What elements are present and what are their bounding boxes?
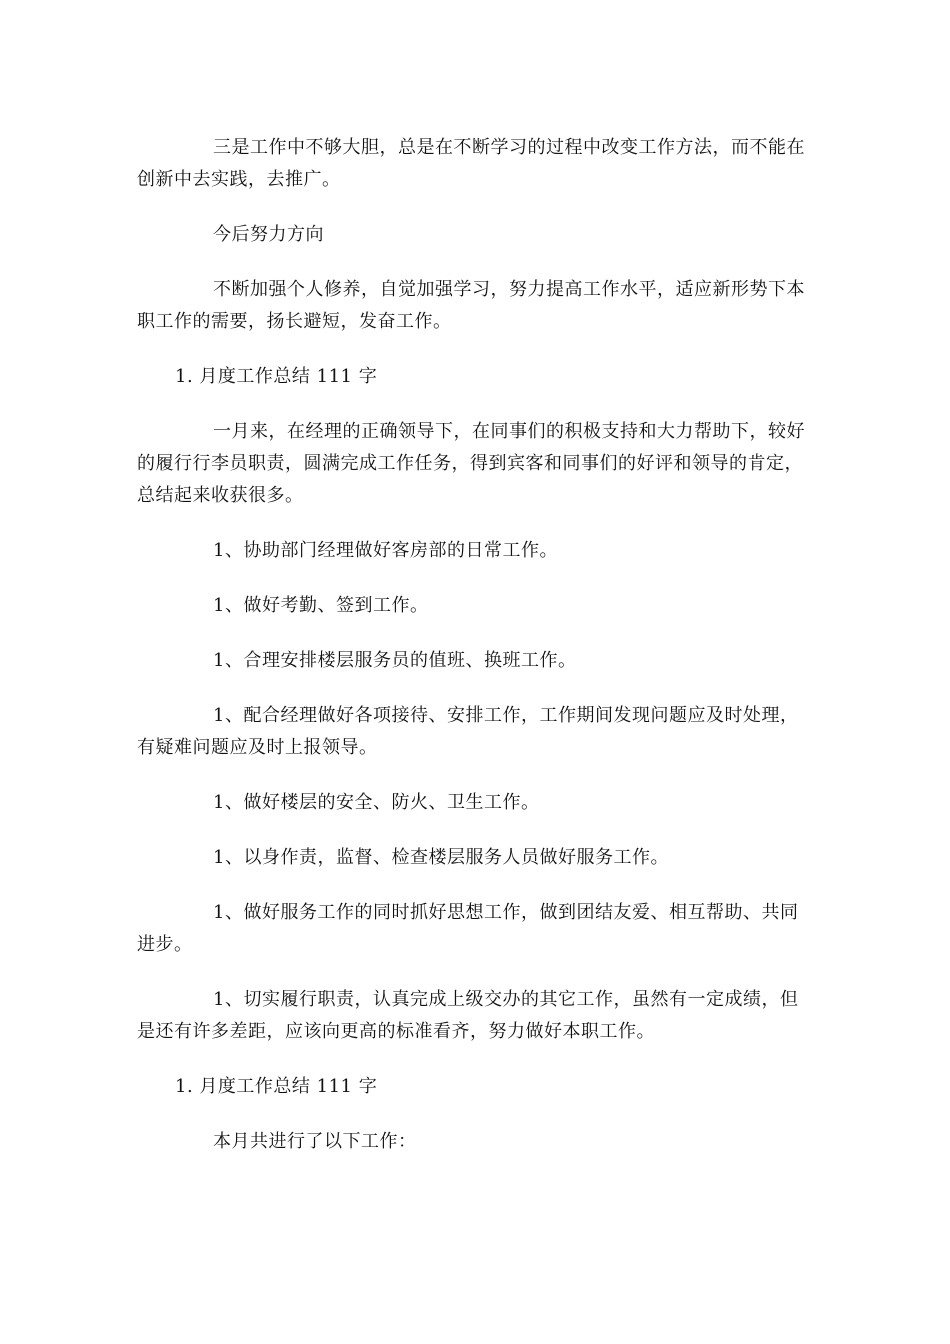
list-item: 1、做好楼层的安全、防火、卫生工作。 [213,792,540,813]
paragraph-month-intro: 一月来，在经理的正确领导下，在同事们的积极支持和大力帮助下，较好的履行行李员职责，圆满完成工作任务，得到宾客和同事们的好评和领导的肯定，总结起来收获很多。 [137,421,805,506]
list-item: 1、切实履行职责，认真完成上级交办的其它工作，虽然有一定成绩，但是还有许多差距，应该向更高的标准看齐，努力做好本职工作。 [137,989,799,1042]
paragraph-future-direction-title: 今后努力方向 [213,224,324,245]
list-item: 1、合理安排楼层服务员的值班、换班工作。 [213,650,577,671]
list-item: 1、做好考勤、签到工作。 [213,595,429,616]
document-body [137,132,813,1158]
paragraph-future-direction: 不断加强个人修养，自觉加强学习，努力提高工作水平，适应新形势下本职工作的需要，扬长避短，发奋工作。 [137,279,805,332]
paragraph-shortcomings: 三是工作中不够大胆，总是在不断学习的过程中改变工作方法，而不能在创新中去实践，去推广。 [137,137,805,190]
list-item: 1、做好服务工作的同时抓好思想工作，做到团结友爱、相互帮助、共同进步。 [137,902,799,955]
list-item: 1、以身作责，监督、检查楼层服务人员做好服务工作。 [213,847,669,868]
list-item: 1、协助部门经理做好客房部的日常工作。 [213,540,558,561]
section-heading-monthly-summary: 1. 月度工作总结 111 字 [175,366,378,387]
paragraph-work-done-intro: 本月共进行了以下工作： [213,1131,417,1152]
list-item: 1、配合经理做好各项接待、安排工作，工作期间发现问题应及时处理，有疑难问题应及时上报领导。 [137,705,799,758]
section-heading-monthly-summary: 1. 月度工作总结 111 字 [175,1076,378,1097]
